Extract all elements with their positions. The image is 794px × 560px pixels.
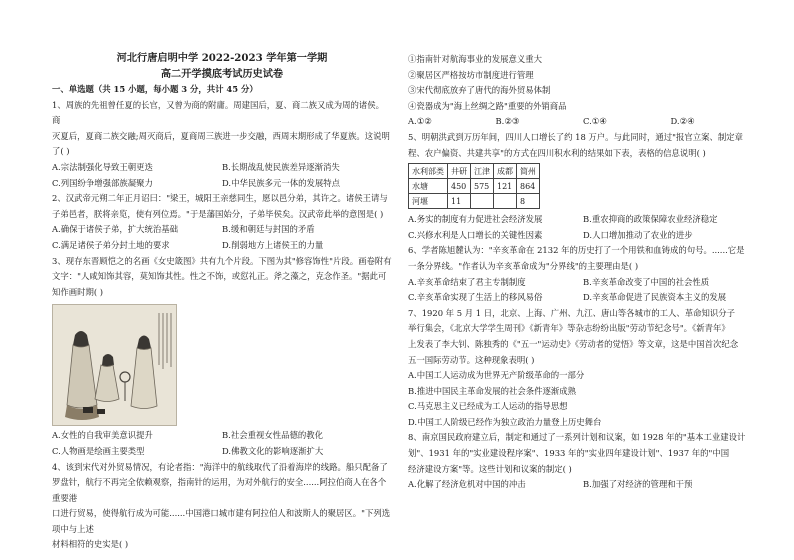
options-row <box>408 114 758 130</box>
left-column <box>52 0 392 553</box>
table-cell: 575 <box>471 179 494 194</box>
question-text-line: 文字："人咸知饰其容，莫知饰其性。性之不饰，或愆礼正。斧之藻之，克念作圣。"据此可 <box>52 271 387 282</box>
option-c[interactable]: C.马克思主义已经成为工人运动的指导思想 <box>408 401 568 412</box>
question-text-line: 划"、1931 年的"实业建设程序案"、1933 年的"实业四年建设计划"、1937 年的"中国 <box>408 448 730 459</box>
table-header-cell: 井研 <box>448 164 471 179</box>
option-d[interactable]: D.中华民族多元一体的发展特点 <box>222 177 340 188</box>
table-row <box>409 194 540 209</box>
question-text-line: 罗盘针，航行不再完全依赖观察，指南针的运用，为对外航行的安全......阿拉伯商人在各个重要港 <box>52 477 387 503</box>
statement-3: ③宋代彻底放弃了唐代的海外贸易体制 <box>408 85 551 96</box>
option-c[interactable]: C.①④ <box>583 116 607 127</box>
options-row <box>408 275 758 291</box>
question-5 <box>408 130 758 243</box>
option-d[interactable]: D.辛亥革命促进了民族资本主义的发展 <box>583 292 727 303</box>
table-cell: 11 <box>448 194 471 209</box>
option-c[interactable]: C.辛亥革命实现了生活上的移风易俗 <box>408 292 543 303</box>
table-row <box>409 179 540 194</box>
table-header-cell: 成都 <box>494 164 517 179</box>
table-cell: 450 <box>448 179 471 194</box>
painting-image <box>52 304 177 426</box>
question-text-line: 1、周族的先祖曾任夏的长官，又曾为商的附庸。周建国后，夏、商二族又成为周的诸侯。商 <box>52 99 384 126</box>
options-row <box>408 290 758 306</box>
option-a[interactable]: A.辛亥革命结束了君主专制制度 <box>408 276 526 287</box>
question-text-line: 口进行贸易，使得航行成为可能......中国港口城市建有阿拉伯人和波斯人的聚居区。"下列选项中与上述 <box>52 508 391 534</box>
option-b[interactable]: B.推进中国民主革命发展的社会条件逐渐成熟 <box>408 385 576 396</box>
option-a[interactable]: A.确保于诸侯子弟，扩大统治基础 <box>52 224 178 235</box>
question-3 <box>52 254 392 460</box>
question-text-line: 了( ) <box>52 146 70 157</box>
question-text-line: 7、1920 年 5 月 1 日，北京、上海、广州、九江、唐山等各城市的工人、革命知识分子 <box>408 307 735 318</box>
question-text-line: 4、该到宋代对外贸易情况，有论者指："海洋中的航线取代了沿着海岸的线路。船只配备了 <box>52 461 388 472</box>
table-cell: 864 <box>517 179 540 194</box>
option-b[interactable]: B.辛亥革命改变了中国的社会性质 <box>583 276 710 287</box>
question-6 <box>408 243 758 305</box>
question-text-line: 上发表了李大钊、陈独秀的《"五一"运动史》《劳动者的觉悟》等文章，这是中国首次纪念 <box>408 338 739 349</box>
statement-2: ②聚居区严格按坊市制度进行管理 <box>408 69 534 80</box>
question-2 <box>52 191 392 253</box>
options-row <box>52 428 392 444</box>
option-c[interactable]: C.兴修水利是人口增长的关键性因素 <box>408 229 543 240</box>
option-d[interactable]: D.人口增加推动了农业的进步 <box>583 229 693 240</box>
options-row <box>52 444 392 460</box>
question-7 <box>408 306 758 431</box>
table-cell: 8 <box>517 194 540 209</box>
option-d[interactable]: D.佛教文化的影响逐渐扩大 <box>222 445 324 456</box>
table-cell <box>494 194 517 209</box>
table-cell: 河堰 <box>409 194 448 209</box>
question-text-line: 举行集会，《北京大学学生周刊》《新青年》等杂志纷纷出版"劳动节纪念号"。《新青年》 <box>408 323 730 334</box>
option-a[interactable]: A.化解了经济危机对中国的冲击 <box>408 479 526 490</box>
question-text-line: 知作画时期( ) <box>52 286 104 297</box>
question-text-line: 5、明朝洪武到万历年间，四川人口增长了约 18 万户。与此同时，通过"报官立案、制定章 <box>408 131 744 142</box>
table-header-row <box>409 164 540 179</box>
irrigation-table <box>408 163 540 209</box>
table-cell: 水塘 <box>409 179 448 194</box>
option-a[interactable]: A.中国工人运动成为世界无产阶级革命的一部分 <box>408 370 585 381</box>
option-b[interactable]: B.重农抑商的政策保障农业经济稳定 <box>583 214 718 225</box>
statement-1: ①指南针对航海事业的发展意义重大 <box>408 54 542 64</box>
options-row <box>52 160 392 176</box>
option-c[interactable]: C.人物画是绘画主要类型 <box>52 445 145 456</box>
table-header-cell: 水利部类 <box>409 164 448 179</box>
question-text-line: 灭夏后，夏商二族交融;周灭商后，夏商周三族进一步交融，西周末期形成了华夏族。这说明 <box>52 130 390 141</box>
question-text-line: 一条分界线。"作者认为辛亥革命成为"分界线"的主要理由是( ) <box>408 260 639 271</box>
option-b[interactable]: B.加强了对经济的管理和干预 <box>583 479 693 490</box>
question-text-line: 材料相符的史实是( ) <box>52 539 129 550</box>
question-text-line: 程、农户偏资、共建共享"的方式在四川积水利的结果如下表，表格的信息说明( ) <box>408 147 706 158</box>
painting-figures-illustration <box>53 305 176 425</box>
option-d[interactable]: D.②④ <box>670 116 695 127</box>
exam-title-line1: 河北行唐启明中学 2022-2023 学年第一学期 <box>116 52 328 64</box>
section-heading: 一、单选题（共 15 小题，每小题 3 分，共计 45 分） <box>52 84 258 94</box>
question-text-line: 2、汉武帝元朔二年正月诏曰："梁王，城阳王亲慈同生，愿以邑分弟，其许之。诸侯王请与 <box>52 193 388 204</box>
question-text-line: 3、现存东晋顾恺之的名画《女史箴图》共有九个片段。下图为其"修容饰性"片段。画卷附有 <box>52 255 392 266</box>
option-c[interactable]: C.列国纷争增强部族凝聚力 <box>52 177 153 188</box>
question-1 <box>52 98 392 192</box>
options-row <box>52 222 392 238</box>
option-b[interactable]: B.社会重视女性品德的教化 <box>222 430 323 441</box>
option-a[interactable]: A.宗法制强化导致王朝更迭 <box>52 161 153 172</box>
options-row <box>408 212 758 228</box>
question-text-line: 子弟邑者，朕将亲览，使有列位焉。"于是藩国始分，子弟毕侯矣。汉武帝此举的意图是( ) <box>52 208 384 219</box>
options-row <box>52 176 392 192</box>
table-header-cell: 江津 <box>471 164 494 179</box>
right-column <box>408 52 758 493</box>
question-text-line: 6、学者陈旭麓认为："辛亥革命在 2132 年的历史打了一个用铁和血铸成的句号。......它是 <box>408 245 745 256</box>
options-row <box>52 238 392 254</box>
option-a[interactable]: A.①② <box>408 116 432 127</box>
question-8 <box>408 430 758 492</box>
question-4 <box>52 460 392 554</box>
option-c[interactable]: C.满足诸侯子弟分封土地的要求 <box>52 239 170 250</box>
table-cell: 121 <box>494 179 517 194</box>
question-text-line: 经济建设方案"等。这些计划和议案的制定( ) <box>408 463 572 474</box>
options-row <box>408 228 758 244</box>
option-b[interactable]: B.长期战乱使民族差异逐渐消失 <box>222 161 340 172</box>
statement-4: ④瓷器成为"海上丝绸之路"重要的外销商品 <box>408 100 567 111</box>
exam-title-line2: 高二开学摸底考试历史试卷 <box>160 68 284 80</box>
question-text-line: 五一国际劳动节。这种现象表明( ) <box>408 354 535 365</box>
option-a[interactable]: A.务实的制度有力促进社会经济发展 <box>408 214 543 225</box>
table-header-cell: 简州 <box>517 164 540 179</box>
option-d[interactable]: D.削弱地方上诸侯王的力量 <box>222 239 324 250</box>
question-text-line: 8、南京国民政府建立后，制定和通过了一系列计划和议案，如 1928 年的"基本工业建设计 <box>408 432 746 443</box>
option-a[interactable]: A.女性的自我审美意识提升 <box>52 430 153 441</box>
options-row <box>408 477 758 493</box>
table-cell <box>471 194 494 209</box>
option-b[interactable]: B.缓和朝廷与封国的矛盾 <box>222 224 315 235</box>
option-b[interactable]: B.②③ <box>495 116 520 127</box>
option-d[interactable]: D.中国工人阶级已经作为独立政治力量登上历史舞台 <box>408 416 602 427</box>
